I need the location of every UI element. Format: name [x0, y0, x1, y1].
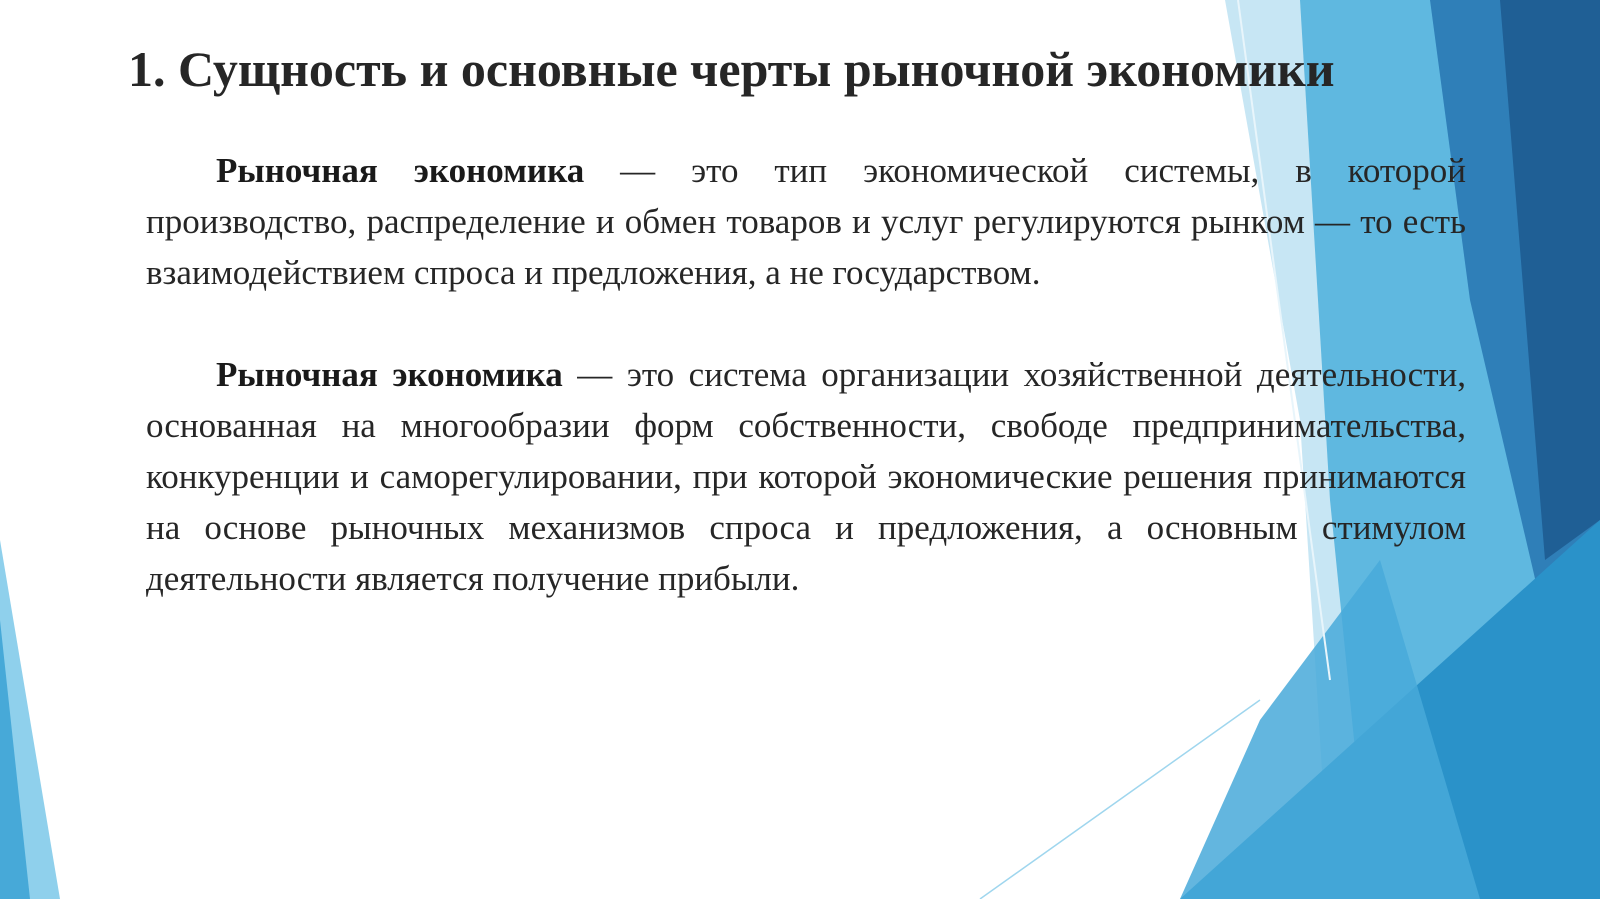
definition-term: Рыночная экономика — [216, 151, 585, 190]
definition-text: — это тип экономической системы, в которой производство, распределение и обмен товаров и услуг регулируются рынком — то есть взаимодействием спроса и предложения, а не государством. — [146, 151, 1466, 292]
definition-term: Рыночная экономика — [216, 355, 563, 394]
definition-paragraph-1 — [146, 145, 1466, 298]
definition-paragraph-2 — [146, 349, 1466, 604]
slide-body — [146, 145, 1466, 604]
definition-text: — это система организации хозяйственной деятельности, основанная на многообразии форм собственности, свободе предпринимательства, конкуренции и саморегулировании, при которой экономические решения принимаются на основе рыночных механизмов спроса и предложения, а основным стимулом деятельности является получение прибыли. — [146, 355, 1466, 598]
slide-title: 1. Сущность и основные черты рыночной экономики — [128, 41, 1335, 97]
